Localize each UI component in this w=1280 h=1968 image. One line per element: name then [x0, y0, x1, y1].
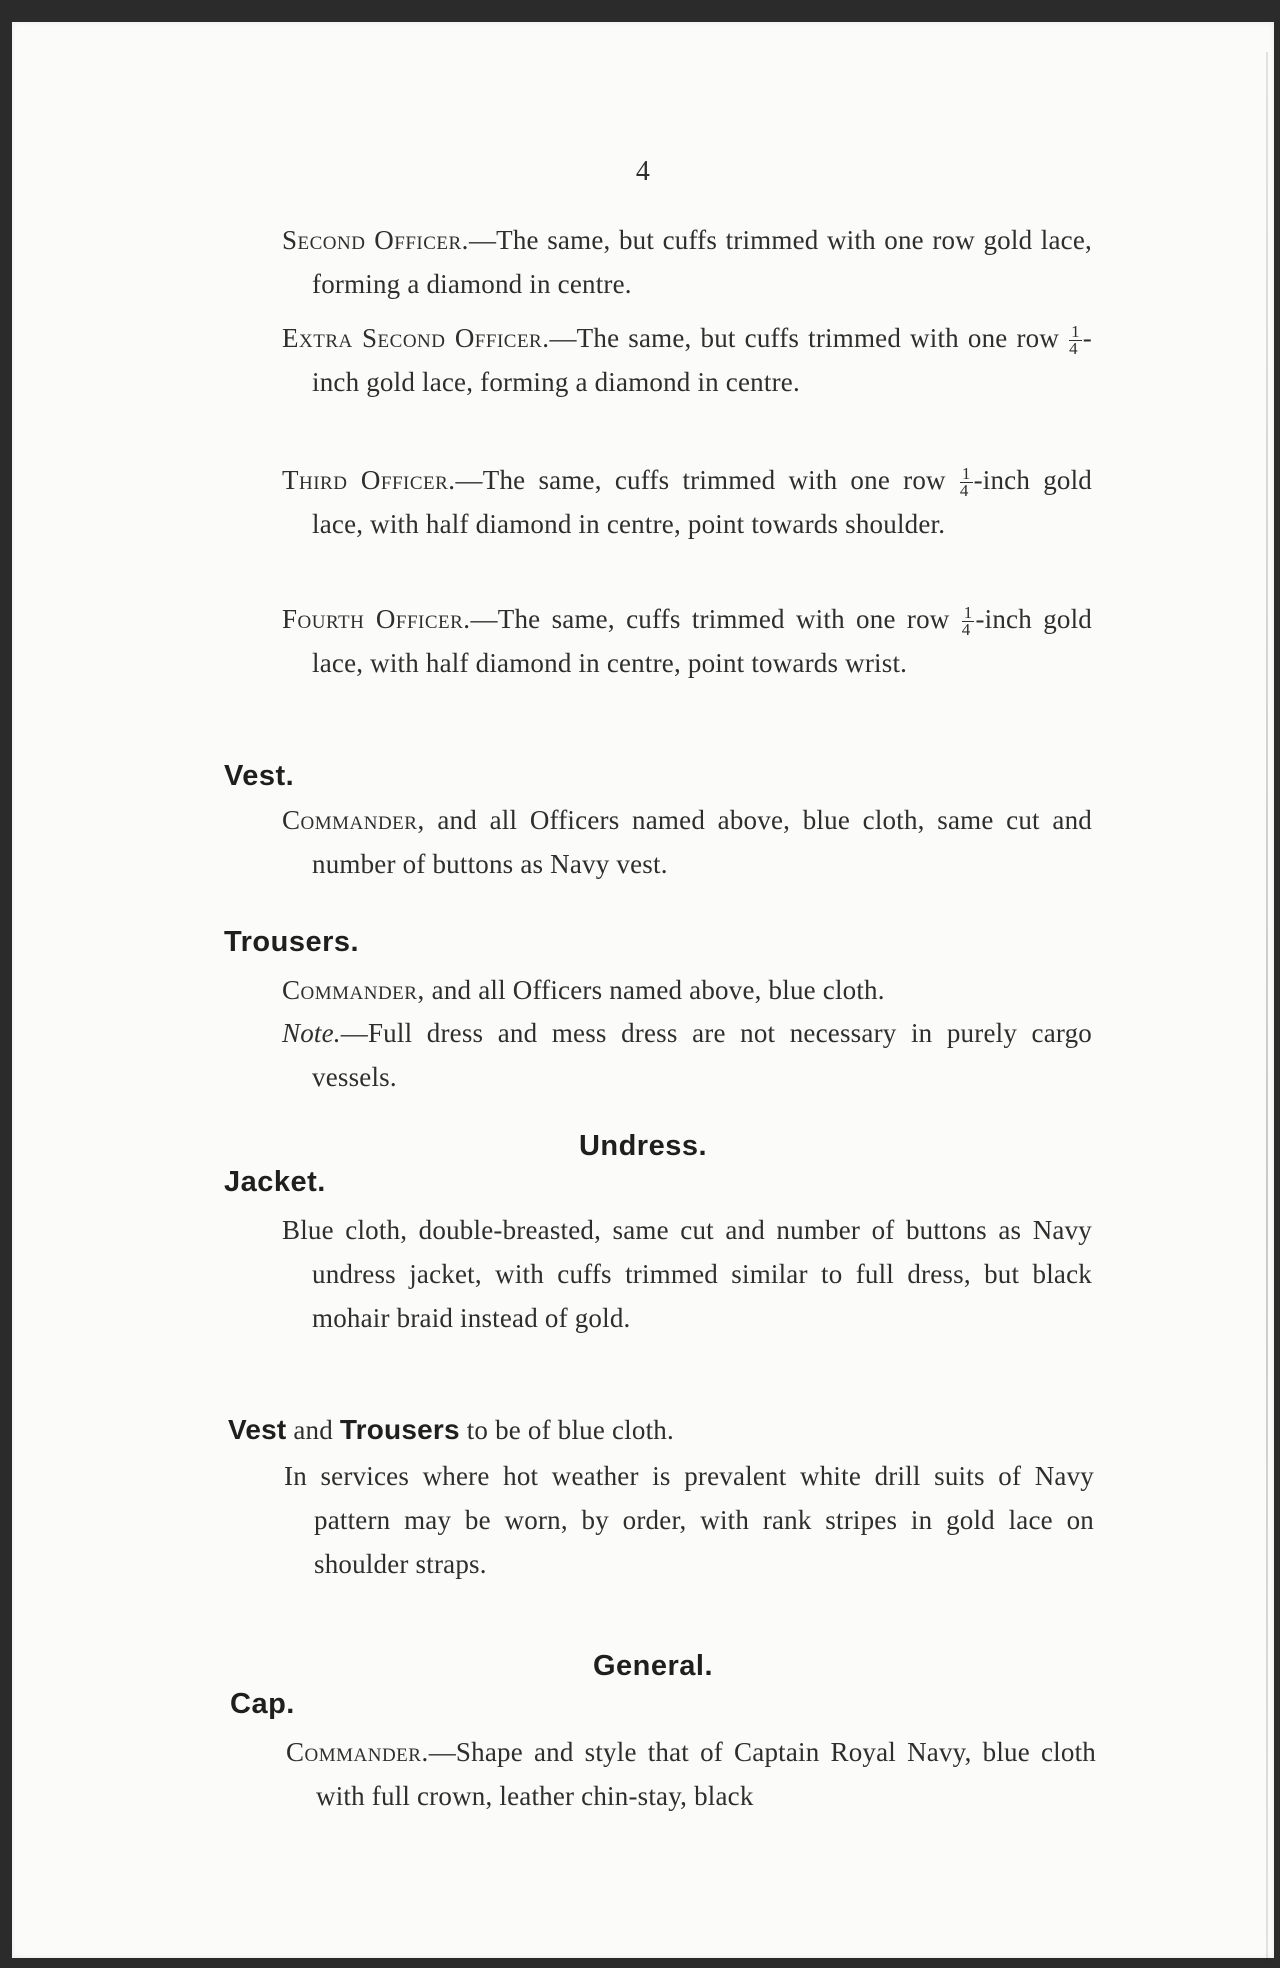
heading-cap: Cap. — [230, 1688, 295, 1720]
page-number: 4 — [635, 156, 651, 187]
paragraph-vest — [282, 798, 1092, 886]
fraction — [962, 605, 975, 638]
rank-label: Commander. — [286, 1737, 429, 1767]
fraction-denominator: 4 — [1069, 339, 1078, 359]
heading-trousers: Trousers. — [224, 926, 360, 958]
paragraph-text: to be of blue cloth. — [459, 1415, 674, 1445]
paragraph-trousers — [282, 968, 1092, 1012]
paragraph-text: —Full dress and mess dress are not necessary in purely cargo vessels. — [312, 1018, 1092, 1092]
paragraph-note — [282, 1011, 1092, 1099]
paragraph-text: —The same, cuffs trimmed with one row — [470, 604, 961, 634]
fraction-numerator: 1 — [963, 603, 973, 623]
paragraph-text: -inch gold lace, with half diamond in centre, point towards shoulder. — [312, 465, 1092, 539]
rank-label: Fourth Officer. — [282, 604, 471, 634]
paragraph-text: -inch gold lace, with half diamond in centre, point towards wrist. — [312, 604, 1092, 678]
paragraph-text: -inch gold lace, forming a diamond in centre. — [312, 323, 1092, 397]
paragraph-text: and all Officers named above, blue cloth. — [424, 975, 885, 1005]
paragraph-cap — [286, 1730, 1096, 1818]
fraction-denominator: 4 — [961, 620, 971, 640]
paragraph-text: —The same, but cuffs trimmed with one row — [549, 323, 1069, 353]
paragraph-second-officer — [282, 218, 1092, 306]
paragraph-text: —Shape and style that of Captain Royal Navy, blue cloth with full crown, leather chin-stay, black — [316, 1737, 1096, 1811]
rank-label: Extra Second Officer. — [282, 323, 550, 353]
paragraph-text: Blue cloth, double-breasted, same cut and number of buttons as Navy undress jacket, with cuffs trimmed similar to full dress, but black mohair braid instead of gold. — [282, 1215, 1092, 1333]
heading-vest: Vest. — [224, 760, 295, 792]
fraction — [960, 466, 973, 499]
fraction-denominator: 4 — [959, 481, 969, 501]
fraction-numerator: 1 — [1071, 322, 1080, 342]
trousers-label: Trousers — [339, 1414, 460, 1445]
section-title-undress: Undress. — [578, 1130, 708, 1162]
fraction-numerator: 1 — [961, 464, 971, 484]
section-title-general: General. — [592, 1650, 714, 1682]
paragraph-text: and all Officers named above, blue cloth, same cut and number of buttons as Navy vest. — [312, 805, 1092, 879]
fraction — [1069, 324, 1082, 357]
paragraph-text: —The same, cuffs trimmed with one row — [455, 465, 959, 495]
paragraph-hot-weather — [284, 1454, 1094, 1586]
rank-label: Second Officer. — [282, 225, 469, 255]
document-page — [12, 22, 1274, 1958]
rank-label: Commander, — [282, 805, 425, 835]
rank-label: Third Officer. — [282, 465, 456, 495]
paragraph-fourth-officer — [282, 597, 1092, 685]
paragraph-vest-trousers — [228, 1408, 1068, 1452]
paragraph-extra-second-officer — [282, 316, 1092, 404]
paragraph-jacket — [282, 1208, 1092, 1340]
paragraph-third-officer — [282, 458, 1092, 546]
paragraph-text: In services where hot weather is prevalent white drill suits of Navy pattern may be worn, by order, with rank stripes in gold lace on shoulder straps. — [284, 1461, 1094, 1579]
heading-jacket: Jacket. — [224, 1166, 326, 1198]
vest-label: Vest — [228, 1414, 287, 1445]
rank-label: Commander, — [282, 975, 425, 1005]
paragraph-text: —The same, but cuffs trimmed with one row gold lace, forming a diamond in centre. — [312, 225, 1092, 299]
and-text: and — [286, 1415, 340, 1445]
note-label: Note. — [282, 1018, 341, 1048]
